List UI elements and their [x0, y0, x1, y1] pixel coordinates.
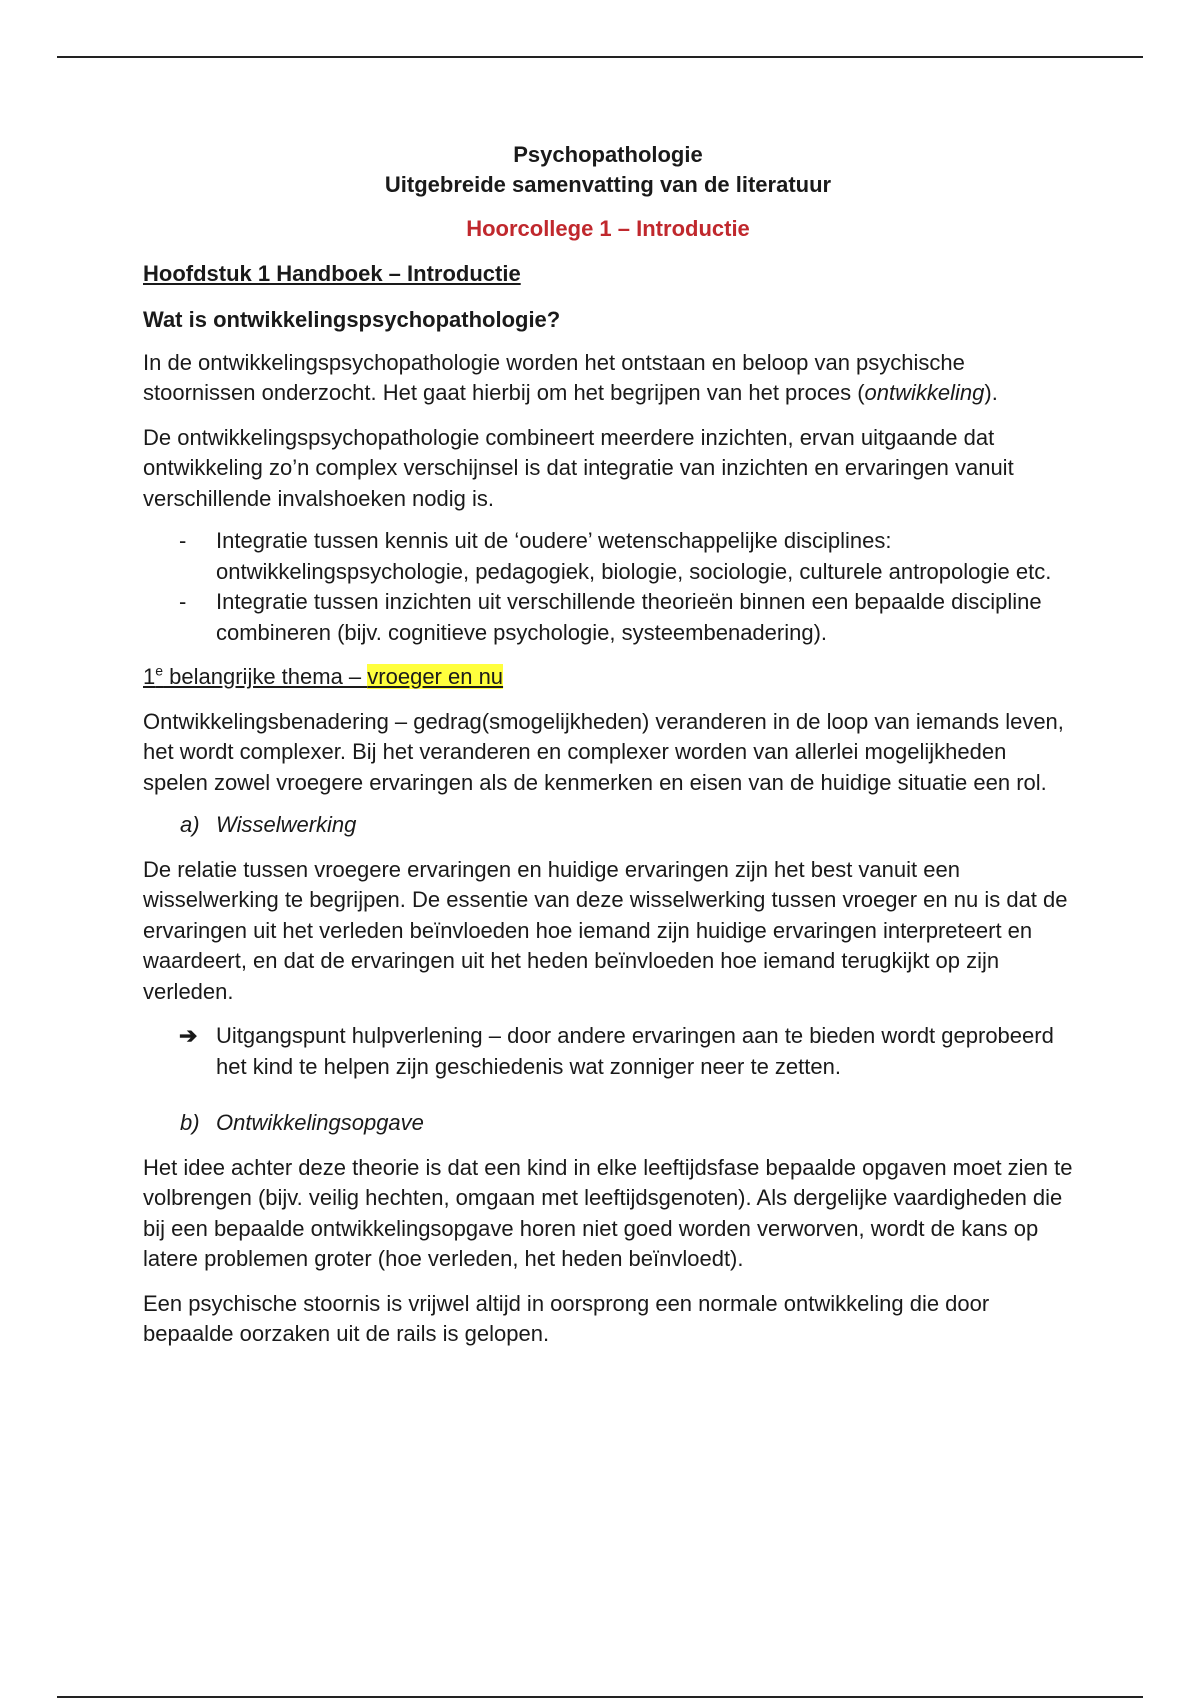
paragraph-intro: [143, 348, 1073, 409]
document-title: [143, 140, 1073, 200]
top-rule: [57, 56, 1143, 58]
subheading-a: [143, 810, 1073, 841]
lecture-heading: Hoorcollege 1 – Introductie: [466, 216, 750, 241]
theme-superscript: e: [155, 662, 164, 679]
theme-number: 1: [143, 664, 156, 689]
title-line-1: Psychopathologie: [513, 142, 703, 167]
chapter-heading: Hoofdstuk 1 Handboek – Introductie: [143, 260, 521, 286]
subheading-b-title: Ontwikkelingsopgave: [216, 1110, 424, 1135]
bullet-list: [143, 526, 1073, 648]
theme-label: belangrijke thema –: [163, 664, 368, 689]
arrow-right-icon: ➔: [179, 1023, 198, 1048]
subheading-a-title: Wisselwerking: [216, 812, 357, 837]
paragraph-intro-emphasis: ontwikkeling: [864, 380, 985, 405]
arrow-list-item: [143, 1021, 1073, 1082]
theme-heading: [143, 662, 1073, 693]
list-item: [143, 526, 1073, 587]
bottom-rule: [57, 1696, 1143, 1698]
title-line-2: Uitgebreide samenvatting van de literatuur: [384, 172, 832, 197]
paragraph-combination: De ontwikkelingspsychopathologie combineert meerdere inzichten, ervan uitgaande dat ontwikkeling zo’n complex verschijnsel is dat integratie van inzichten en ervaringen vanuit verschillende invalshoeken nodig is.: [143, 424, 1014, 511]
subheading-a-label: a): [180, 812, 200, 837]
section-heading: Wat is ontwikkelingspsychopathologie?: [143, 307, 561, 332]
subheading-b: [143, 1108, 1073, 1139]
paragraph-intro-text-b: ).: [984, 380, 998, 405]
list-item-text: Integratie tussen kennis uit de ‘oudere’ wetenschappelijke disciplines: ontwikkelingspsychologie, pedagogiek, biologie, sociologie, culturele antropologie etc.: [216, 528, 1052, 584]
paragraph-interaction: De relatie tussen vroegere ervaringen en huidige ervaringen zijn het best vanuit een wisselwerking te begrijpen. De essentie van deze wisselwerking tussen vroeger en nu is dat de ervaringen uit het verleden beïnvloeden hoe iemand zijn huidige ervaringen interpreteert en waardeert, en dat de ervaringen uit het heden beïnvloeden hoe iemand terugkijkt op zijn verleden.: [143, 856, 1068, 1004]
theme-highlight: vroeger en nu: [367, 664, 504, 689]
paragraph-task-theory: Het idee achter deze theorie is dat een kind in elke leeftijdsfase bepaalde opgaven moet zien te volbrengen (bijv. veilig hechten, omgaan met leeftijdsgenoten). Als dergelijke vaardigheden die bij een bepaalde ontwikkelingsopgave horen niet goed worden verworven, wordt de kans op latere problemen groter (hoe verleden, het heden beïnvloedt).: [143, 1154, 1073, 1271]
paragraph-development: Ontwikkelingsbenadering – gedrag(smogelijkheden) veranderen in de loop van iemands leven, het wordt complexer. Bij het veranderen en complexer worden van allerlei mogelijkheden spelen zowel vroegere ervaringen als de kenmerken en eisen van de huidige situatie een rol.: [143, 708, 1064, 795]
paragraph-intro-text-a: In de ontwikkelingspsychopathologie worden het ontstaan en beloop van psychische stoornissen onderzocht. Het gaat hierbij om het begrijpen van het proces (: [143, 349, 965, 405]
list-item: [143, 587, 1073, 648]
document-page: [143, 140, 1073, 1350]
list-item-text: Integratie tussen inzichten uit verschillende theorieën binnen een bepaalde discipline combineren (bijv. cognitieve psychologie, systeembenadering).: [216, 589, 1042, 645]
paragraph-disorder: Een psychische stoornis is vrijwel altijd in oorsprong een normale ontwikkeling die door bepaalde oorzaken uit de rails is gelopen.: [143, 1290, 990, 1346]
dash-marker: -: [179, 589, 187, 614]
dash-marker: -: [179, 528, 187, 553]
arrow-item-text: Uitgangspunt hulpverlening – door andere ervaringen aan te bieden wordt geprobeerd het kind te helpen zijn geschiedenis wat zonniger neer te zetten.: [216, 1023, 1054, 1079]
subheading-b-label: b): [180, 1110, 200, 1135]
